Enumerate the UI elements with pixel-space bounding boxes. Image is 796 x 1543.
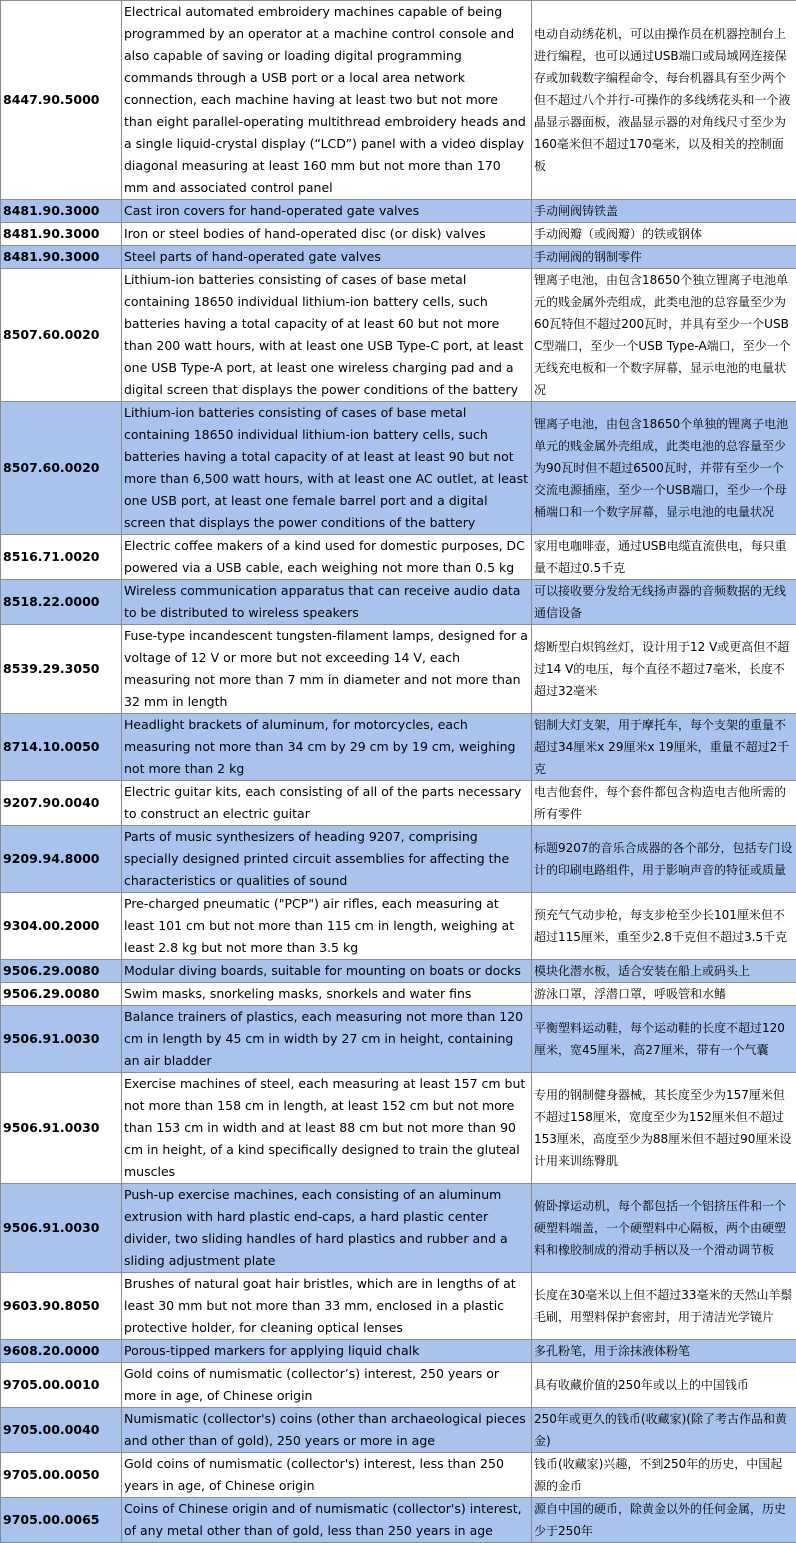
english-description-cell: Headlight brackets of aluminum, for motorcycles, each measuring not more than 34 cm by 29 cm by 19 cm, weighing not more than 2 kg	[122, 714, 532, 781]
english-description-cell: Parts of music synthesizers of heading 9207, comprising specially designed printed circuit assemblies for affecting the characteristics or qualities of sound	[122, 826, 532, 893]
hts-code-cell: 9608.20.0000	[1, 1340, 122, 1363]
chinese-description-cell: 家用电咖啡壶，通过USB电缆直流供电，每只重量不超过0.5千克	[532, 535, 796, 580]
chinese-description-cell: 源自中国的硬币，除黄金以外的任何金属，历史少于250年	[532, 1498, 796, 1543]
english-description-cell: Brushes of natural goat hair bristles, which are in lengths of at least 30 mm but not more than 33 mm, enclosed in a plastic protective holder, for cleaning optical lenses	[122, 1273, 532, 1340]
chinese-description-cell: 手动闸阀铸铁盖	[532, 200, 796, 223]
hts-code-cell: 9506.91.0030	[1, 1006, 122, 1073]
table-row	[1, 1184, 796, 1273]
table-row	[1, 625, 796, 714]
hts-code-cell: 8447.90.5000	[1, 1, 122, 200]
chinese-description-cell: 电动自动绣花机，可以由操作员在机器控制台上进行编程，也可以通过USB端口或局域网连接保存或加载数字编程命令，每台机器具有至少两个但不超过八个并行-可操作的多线绣花头和一个液晶显示器面板，液晶显示器的对角线尺寸至少为160毫米但不超过170毫米，以及相关的控制面板	[532, 1, 796, 200]
table-row	[1, 1498, 796, 1543]
hts-code-cell: 8481.90.3000	[1, 200, 122, 223]
hts-code-cell: 9603.90.8050	[1, 1273, 122, 1340]
chinese-description-cell: 平衡塑料运动鞋，每个运动鞋的长度不超过120厘米，宽45厘米，高27厘米，带有一个气囊	[532, 1006, 796, 1073]
hts-code-cell: 8481.90.3000	[1, 246, 122, 269]
table-row	[1, 714, 796, 781]
english-description-cell: Gold coins of numismatic (collector's) interest, less than 250 years in age, of Chinese origin	[122, 1453, 532, 1498]
hts-code-cell: 8481.90.3000	[1, 223, 122, 246]
hts-code-cell: 8507.60.0020	[1, 269, 122, 402]
english-description-cell: Steel parts of hand-operated gate valves	[122, 246, 532, 269]
hts-code-cell: 8539.29.3050	[1, 625, 122, 714]
table-row	[1, 781, 796, 826]
hts-code-cell: 9207.90.0040	[1, 781, 122, 826]
hts-code-cell: 8507.60.0020	[1, 402, 122, 535]
english-description-cell: Coins of Chinese origin and of numismatic (collector's) interest, of any metal other than of gold, less than 250 years in age	[122, 1498, 532, 1543]
english-description-cell: Cast iron covers for hand-operated gate valves	[122, 200, 532, 223]
table-row	[1, 246, 796, 269]
english-description-cell: Pre-charged pneumatic ("PCP") air rifles, each measuring at least 101 cm but not more than 115 cm in length, weighing at least 2.8 kg but not more than 3.5 kg	[122, 893, 532, 960]
hts-code-cell: 8714.10.0050	[1, 714, 122, 781]
table-row	[1, 1273, 796, 1340]
chinese-description-cell: 手动阀瓣（或阀瓣）的铁或钢体	[532, 223, 796, 246]
chinese-description-cell: 可以接收要分发给无线扬声器的音频数据的无线通信设备	[532, 580, 796, 625]
english-description-cell: Iron or steel bodies of hand-operated disc (or disk) valves	[122, 223, 532, 246]
hts-code-cell: 9506.91.0030	[1, 1184, 122, 1273]
chinese-description-cell: 锂离子电池，由包含18650个独立锂离子电池单元的贱金属外壳组成，此类电池的总容量至少为60瓦特但不超过200瓦时，并具有至少一个USB C型端口，至少一个USB Type-A端口，至少一个无线充电板和一个数字屏幕，显示电池的电量状况	[532, 269, 796, 402]
english-description-cell: Exercise machines of steel, each measuring at least 157 cm but not more than 158 cm in length, at least 152 cm but not more than 153 cm in width and at least 88 cm but not more than 90 cm in height, of a kind specifically designed to train the gluteal muscles	[122, 1073, 532, 1184]
table-row	[1, 1073, 796, 1184]
english-description-cell: Swim masks, snorkeling masks, snorkels and water fins	[122, 983, 532, 1006]
table-row	[1, 960, 796, 983]
chinese-description-cell: 具有收藏价值的250年或以上的中国钱币	[532, 1363, 796, 1408]
english-description-cell: Gold coins of numismatic (collector’s) interest, 250 years or more in age, of Chinese origin	[122, 1363, 532, 1408]
english-description-cell: Modular diving boards, suitable for mounting on boats or docks	[122, 960, 532, 983]
english-description-cell: Lithium-ion batteries consisting of cases of base metal containing 18650 individual lithium-ion battery cells, such batteries having a total capacity of at least at least 90 but not more than 6,500 watt hours, with at least one AC outlet, at least one USB port, at least one female barrel port and a digital screen that displays the power conditions of the battery	[122, 402, 532, 535]
table-row	[1, 1453, 796, 1498]
hts-code-cell: 8516.71.0020	[1, 535, 122, 580]
table-row	[1, 200, 796, 223]
chinese-description-cell: 熔断型白炽钨丝灯，设计用于12 V或更高但不超过14 V的电压，每个直径不超过7毫米，长度不超过32毫米	[532, 625, 796, 714]
english-description-cell: Electrical automated embroidery machines capable of being programmed by an operator at a machine control console and also capable of saving or loading digital programming commands through a USB port or a local area network connection, each machine having at least two but not more than eight parallel-operating multithread embroidery heads and a single liquid-crystal display (“LCD”) panel with a video display diagonal measuring at least 160 mm but not more than 170 mm and associated control panel	[122, 1, 532, 200]
chinese-description-cell: 铝制大灯支架，用于摩托车，每个支架的重量不超过34厘米x 29厘米x 19厘米，重量不超过2千克	[532, 714, 796, 781]
chinese-description-cell: 锂离子电池，由包含18650个单独的锂离子电池单元的贱金属外壳组成，此类电池的总容量至少为90瓦时但不超过6500瓦时，并带有至少一个交流电源插座，至少一个USB端口，至少一个母桶端口和一个数字屏幕，显示电池的电量状况	[532, 402, 796, 535]
chinese-description-cell: 电吉他套件，每个套件都包含构造电吉他所需的所有零件	[532, 781, 796, 826]
table-row	[1, 580, 796, 625]
table-row	[1, 535, 796, 580]
table-row	[1, 1006, 796, 1073]
table-row	[1, 402, 796, 535]
english-description-cell: Electric coffee makers of a kind used for domestic purposes, DC powered via a USB cable, each weighing not more than 0.5 kg	[122, 535, 532, 580]
hts-code-cell: 9705.00.0010	[1, 1363, 122, 1408]
chinese-description-cell: 长度在30毫米以上但不超过33毫米的天然山羊鬃毛刷，用塑料保护套密封，用于清洁光学镜片	[532, 1273, 796, 1340]
hts-code-cell: 9506.91.0030	[1, 1073, 122, 1184]
hts-code-cell: 9705.00.0065	[1, 1498, 122, 1543]
chinese-description-cell: 250年或更久的钱币(收藏家)(除了考古作品和黄金)	[532, 1408, 796, 1453]
english-description-cell: Lithium-ion batteries consisting of cases of base metal containing 18650 individual lithium-ion battery cells, such batteries having a total capacity of at least 60 but not more than 200 watt hours, with at least one USB Type-C port, at least one USB Type-A port, at least one wireless charging pad and a digital screen that displays the power conditions of the battery	[122, 269, 532, 402]
hts-code-cell: 9705.00.0050	[1, 1453, 122, 1498]
english-description-cell: Push-up exercise machines, each consisting of an aluminum extrusion with hard plastic end-caps, a hard plastic center divider, two sliding handles of hard plastics and rubber and a sliding adjustment plate	[122, 1184, 532, 1273]
english-description-cell: Fuse-type incandescent tungsten-filament lamps, designed for a voltage of 12 V or more but not exceeding 14 V, each measuring not more than 7 mm in diameter and not more than 32 mm in length	[122, 625, 532, 714]
table-row	[1, 983, 796, 1006]
english-description-cell: Balance trainers of plastics, each measuring not more than 120 cm in length by 45 cm in width by 27 cm in height, containing an air bladder	[122, 1006, 532, 1073]
english-description-cell: Numismatic (collector's) coins (other than archaeological pieces and other than of gold), 250 years or more in age	[122, 1408, 532, 1453]
hts-code-cell: 9506.29.0080	[1, 960, 122, 983]
hts-code-cell: 8518.22.0000	[1, 580, 122, 625]
table-row	[1, 893, 796, 960]
chinese-description-cell: 标题9207的音乐合成器的各个部分，包括专门设计的印刷电路组件，用于影响声音的特征或质量	[532, 826, 796, 893]
chinese-description-cell: 俯卧撑运动机，每个都包括一个铝挤压件和一个硬塑料端盖，一个硬塑料中心隔板，两个由硬塑料和橡胶制成的滑动手柄以及一个滑动调节板	[532, 1184, 796, 1273]
chinese-description-cell: 预充气气动步枪，每支步枪至少长101厘米但不超过115厘米，重至少2.8千克但不超过3.5千克	[532, 893, 796, 960]
english-description-cell: Wireless communication apparatus that can receive audio data to be distributed to wireless speakers	[122, 580, 532, 625]
table-row	[1, 1, 796, 200]
table-row	[1, 826, 796, 893]
table-row	[1, 1363, 796, 1408]
chinese-description-cell: 手动闸阀的钢制零件	[532, 246, 796, 269]
tariff-table-body	[1, 1, 796, 1543]
table-row	[1, 269, 796, 402]
english-description-cell: Porous-tipped markers for applying liquid chalk	[122, 1340, 532, 1363]
hts-code-cell: 9209.94.8000	[1, 826, 122, 893]
chinese-description-cell: 多孔粉笔，用于涂抹液体粉笔	[532, 1340, 796, 1363]
table-row	[1, 1340, 796, 1363]
table-row	[1, 223, 796, 246]
table-row	[1, 1408, 796, 1453]
chinese-description-cell: 模块化潜水板，适合安装在船上或码头上	[532, 960, 796, 983]
hts-code-cell: 9705.00.0040	[1, 1408, 122, 1453]
hts-code-cell: 9304.00.2000	[1, 893, 122, 960]
chinese-description-cell: 专用的钢制健身器械，其长度至少为157厘米但不超过158厘米，宽度至少为152厘米但不超过153厘米，高度至少为88厘米但不超过90厘米设计用来训练臀肌	[532, 1073, 796, 1184]
chinese-description-cell: 游泳口罩，浮潜口罩，呼吸管和水鳍	[532, 983, 796, 1006]
chinese-description-cell: 钱币(收藏家)兴趣，不到250年的历史，中国起源的金币	[532, 1453, 796, 1498]
hts-code-cell: 9506.29.0080	[1, 983, 122, 1006]
english-description-cell: Electric guitar kits, each consisting of all of the parts necessary to construct an electric guitar	[122, 781, 532, 826]
